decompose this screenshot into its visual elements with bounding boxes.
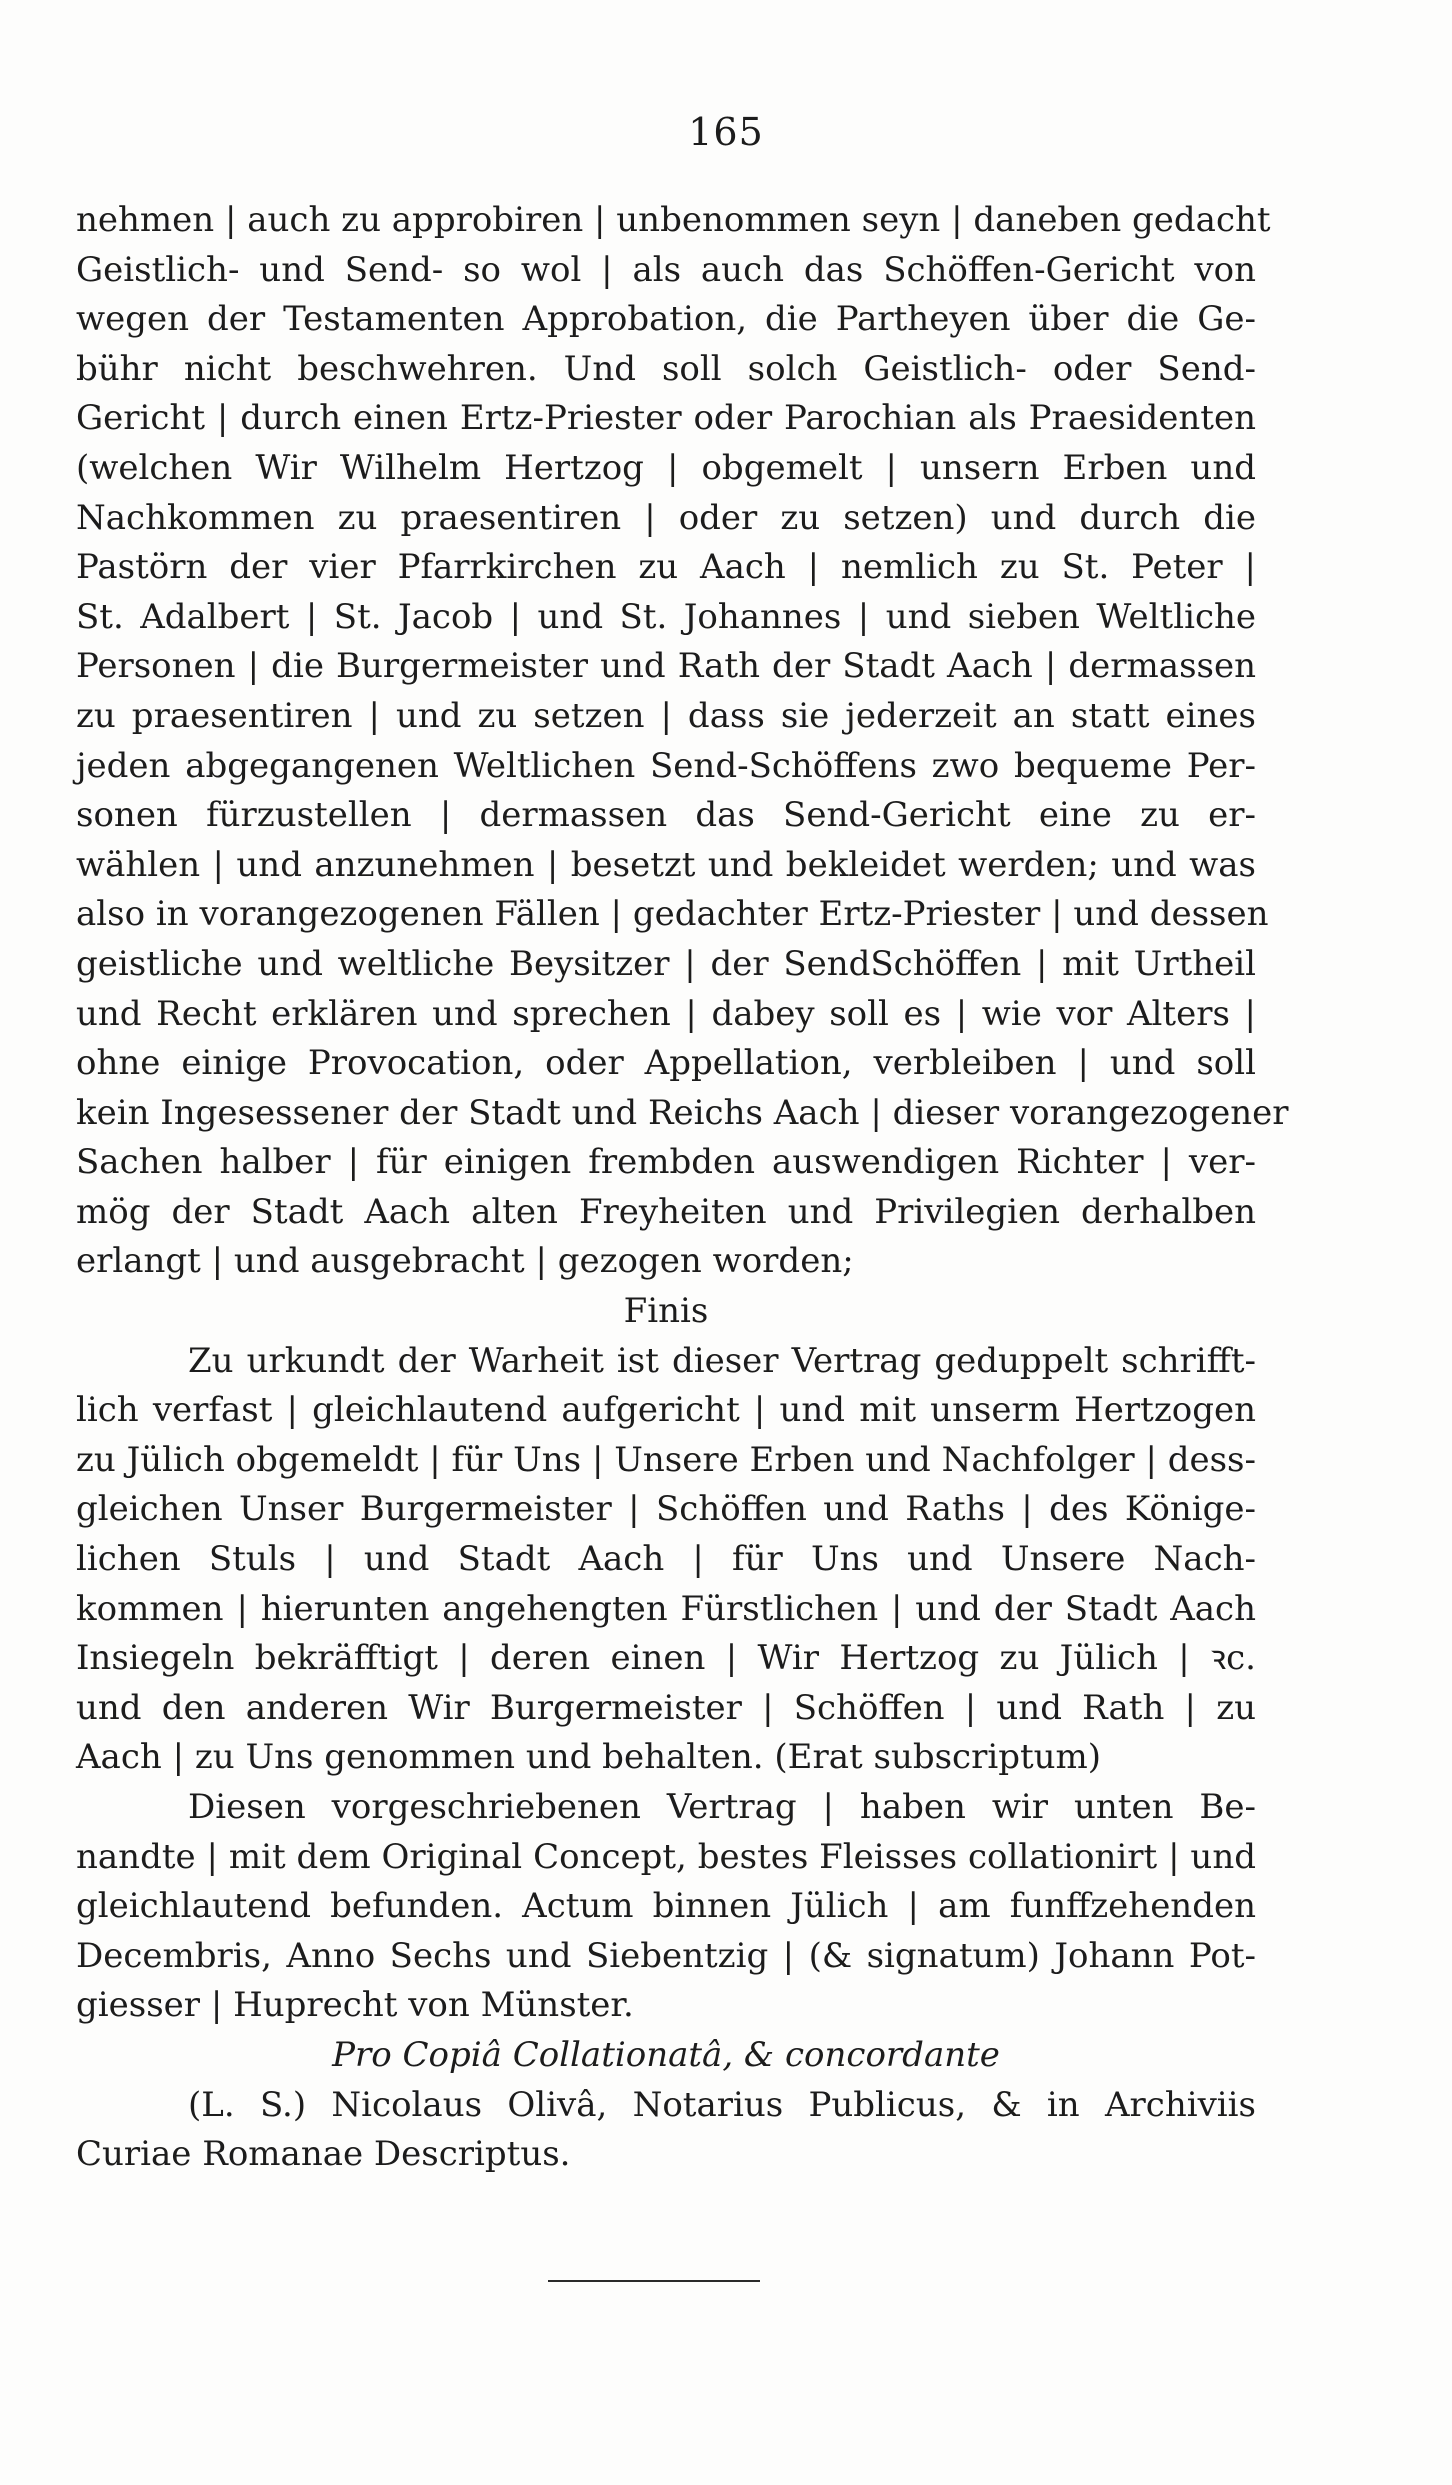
text-line: erlangt | und ausgebracht | gezogen worden; <box>76 1241 854 1282</box>
text-line: also in vorangezogenen Fällen | gedachter Ertz-Priester | und dessen <box>76 894 1269 935</box>
text-line: Aach | zu Uns genommen und behalten. (Erat subscriptum) <box>76 1737 1102 1778</box>
text-line: mög der Stadt Aach alten Freyheiten und Privilegien derhalben <box>76 1191 1256 1232</box>
text-line: wählen | und anzunehmen | besetzt und bekleidet werden; und was <box>76 844 1256 885</box>
text-line: bühr nicht beschwehren. Und soll solch Geistlich- oder Send- <box>76 348 1256 389</box>
text-line: kommen | hierunten angehengten Fürstlichen | und der Stadt Aach <box>76 1588 1256 1629</box>
text-line: (L. S.) Nicolaus Olivâ, Notarius Publicus, & in Archiviis <box>188 2084 1256 2125</box>
text-line: (welchen Wir Wilhelm Hertzog | obgemelt | unsern Erben und <box>76 447 1256 488</box>
text-line: Sachen halber | für einigen frembden auswendigen Richter | ver- <box>76 1142 1256 1183</box>
text-line: Personen | die Burgermeister und Rath der Stadt Aach | dermassen <box>76 646 1256 687</box>
text-line: Curiae Romanae Descriptus. <box>76 2134 571 2175</box>
text-line: Gericht | durch einen Ertz-Priester oder Parochian als Praesidenten <box>76 398 1256 439</box>
text-line: lichen Stuls | und Stadt Aach | für Uns und Unsere Nach- <box>76 1539 1256 1580</box>
text-line: zu praesentiren | und zu setzen | dass sie jederzeit an statt eines <box>76 695 1256 736</box>
text-line: Diesen vorgeschriebenen Vertrag | haben wir unten Be- <box>188 1787 1256 1827</box>
text-line: gleichlautend befunden. Actum binnen Jülich | am funffzehenden <box>76 1886 1256 1927</box>
text-line: geistliche und weltliche Beysitzer | der SendSchöffen | mit Urtheil <box>76 943 1256 984</box>
text-line: kein Ingesessener der Stadt und Reichs Aach | dieser vorangezogener <box>76 1092 1289 1133</box>
text-line: Pastörn der vier Pfarrkirchen zu Aach | nemlich zu St. Peter | <box>76 547 1256 588</box>
text-line: wegen der Testamenten Approbation, die Partheyen über die Ge- <box>76 299 1256 340</box>
text-line: jeden abgegangenen Weltlichen Send-Schöffens zwo bequeme Per- <box>76 745 1256 786</box>
page-number: 165 <box>688 110 764 154</box>
text-line: sonen fürzustellen | dermassen das Send-Gericht eine zu er- <box>76 795 1256 836</box>
text-line: gleichen Unser Burgermeister | Schöffen und Raths | des Könige- <box>76 1489 1256 1530</box>
text-line: St. Adalbert | St. Jacob | und St. Johannes | und sieben Weltliche <box>76 596 1256 637</box>
closing-rule <box>548 2280 760 2282</box>
text-line: Geistlich- und Send- so wol | als auch das Schöffen-Gericht von <box>76 249 1256 290</box>
text-line: nehmen | auch zu approbiren | unbenommen seyn | daneben gedacht <box>76 200 1271 240</box>
text-line: Zu urkundt der Warheit ist dieser Vertrag geduppelt schrifft- <box>188 1340 1256 1381</box>
text-line: Insiegeln bekräfftigt | deren einen | Wir Hertzog zu Jülich | ꝛc. <box>76 1638 1256 1679</box>
text-line: und Recht erklären und sprechen | dabey soll es | wie vor Alters | <box>76 993 1256 1034</box>
text-line: nandte | mit dem Original Concept, bestes Fleisses collationirt | und <box>76 1836 1256 1877</box>
main-text <box>76 196 1289 2180</box>
section-heading-finis: Finis <box>623 1291 709 1332</box>
text-line: lich verfast | gleichlautend aufgericht | und mit unserm Hertzogen <box>76 1390 1256 1431</box>
text-line: Decembris, Anno Sechs und Siebentzig | (& signatum) Johann Pot- <box>76 1935 1256 1976</box>
text-line: ohne einige Provocation, oder Appellation, verbleiben | und soll <box>76 1043 1256 1084</box>
text-line: und den anderen Wir Burgermeister | Schöffen | und Rath | zu <box>76 1687 1256 1728</box>
copy-attestation: Pro Copiâ Collationatâ, & concordante <box>332 2034 1000 2075</box>
text-line: zu Jülich obgemeldt | für Uns | Unsere Erben und Nachfolger | dess- <box>76 1439 1256 1480</box>
text-line: giesser | Huprecht von Münster. <box>76 1985 634 2026</box>
text-line: Nachkommen zu praesentiren | oder zu setzen) und durch die <box>76 497 1256 538</box>
